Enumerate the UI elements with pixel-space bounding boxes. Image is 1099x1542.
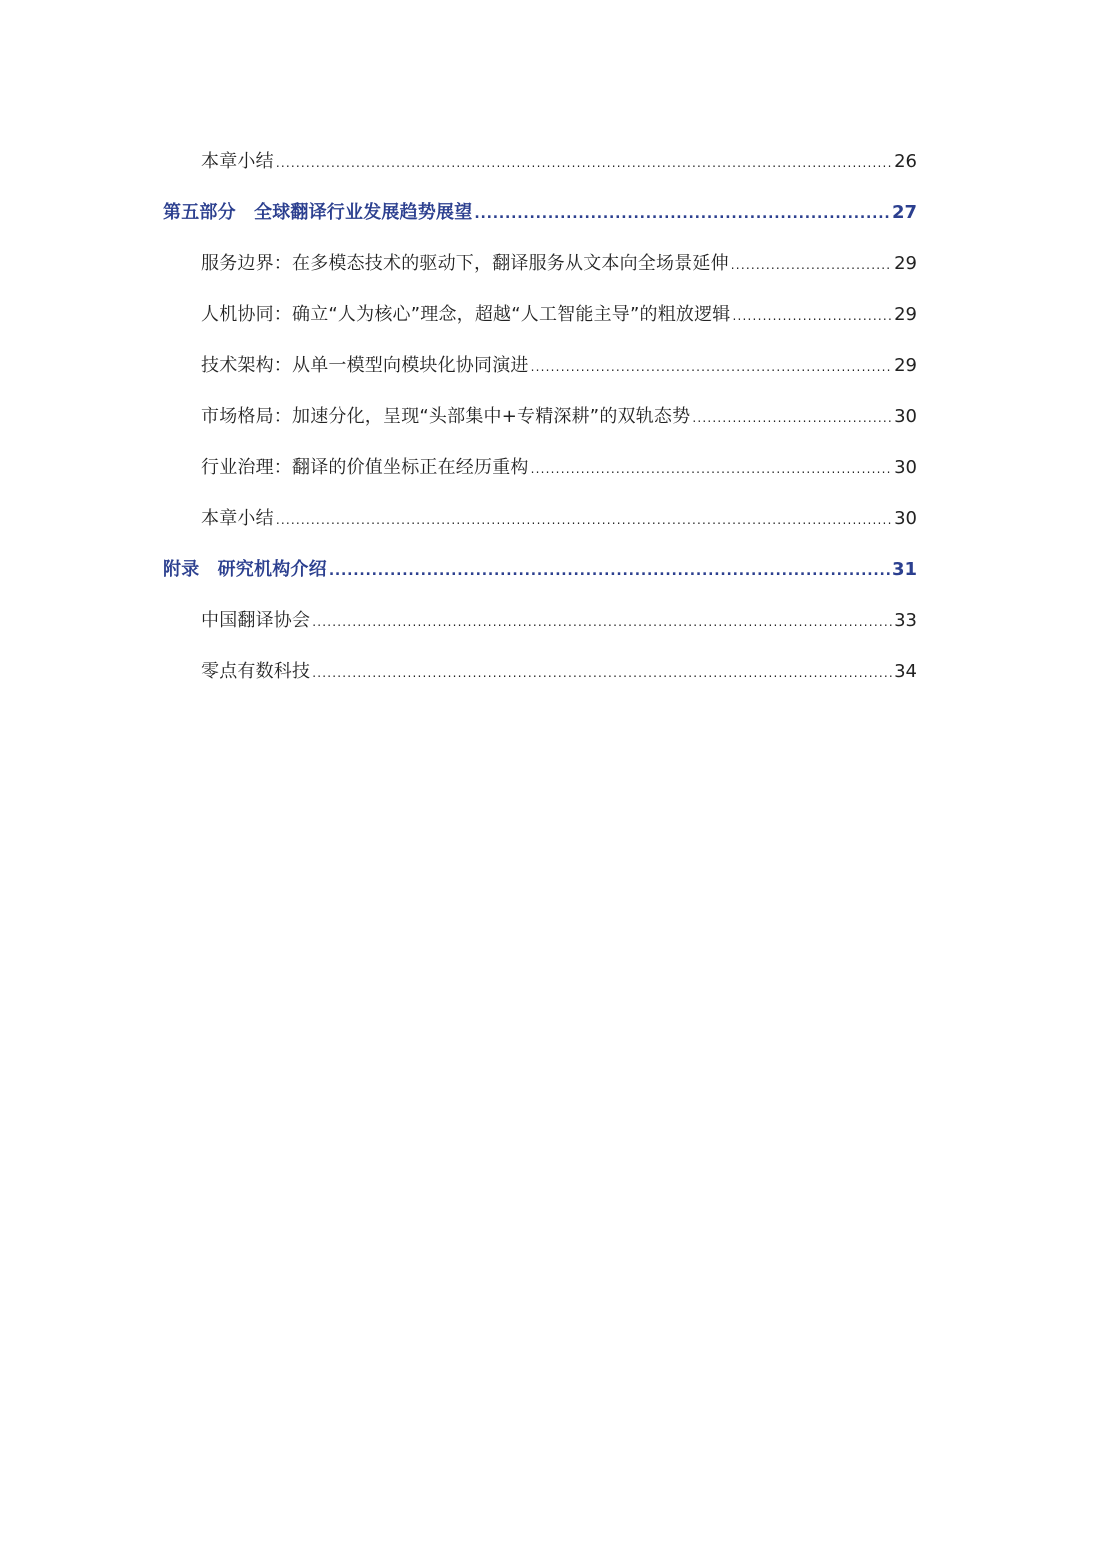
- toc-entry-title: 中国翻译协会: [201, 610, 311, 631]
- toc-entry-human-machine[interactable]: [163, 293, 917, 344]
- toc-page-number: 30: [894, 406, 917, 427]
- toc-entry-title: 技术架构：从单一模型向模块化协同演进: [201, 355, 529, 376]
- toc-dot-leader: [531, 447, 892, 491]
- toc-page-number: 29: [894, 304, 917, 325]
- table-of-contents: [163, 140, 917, 701]
- toc-entry-title: 本章小结: [201, 508, 274, 529]
- toc-dot-leader: [733, 294, 893, 338]
- toc-entry-title: 服务边界：在多模态技术的驱动下，翻译服务从文本向全场景延伸: [201, 253, 729, 274]
- toc-entry-title: 行业治理：翻译的价值坐标正在经历重构: [201, 457, 529, 478]
- toc-entry-chapter-summary-5[interactable]: [163, 497, 917, 548]
- toc-dot-leader: [692, 396, 892, 440]
- toc-dot-leader: [312, 600, 892, 644]
- toc-page-number: 31: [891, 559, 917, 580]
- toc-entry-title: 人机协同：确立“人为核心”理念，超越“人工智能主导”的粗放逻辑: [201, 304, 731, 325]
- toc-page-number: 27: [891, 202, 917, 223]
- toc-dot-leader: [276, 141, 892, 185]
- toc-page-number: 30: [894, 508, 917, 529]
- toc-entry-market-structure[interactable]: [163, 395, 917, 446]
- toc-entry-part-five[interactable]: [163, 191, 917, 242]
- toc-entry-title: 本章小结: [201, 151, 274, 172]
- toc-dot-leader: [731, 243, 892, 287]
- toc-section-title: 第五部分 全球翻译行业发展趋势展望: [163, 202, 473, 223]
- toc-entry-title: 市场格局：加速分化，呈现“头部集中+专精深耕”的双轨态势: [201, 406, 691, 427]
- toc-dot-leader: [312, 651, 892, 695]
- toc-entry-industry-governance[interactable]: [163, 446, 917, 497]
- toc-page-number: 26: [894, 151, 917, 172]
- toc-entry-appendix[interactable]: [163, 548, 917, 599]
- toc-section-title: 附录 研究机构介绍: [163, 559, 327, 580]
- toc-entry-service-boundary[interactable]: [163, 242, 917, 293]
- toc-page-number: 34: [894, 661, 917, 682]
- toc-entry-tech-architecture[interactable]: [163, 344, 917, 395]
- toc-dot-leader: [329, 549, 890, 593]
- toc-dot-leader: [531, 345, 892, 389]
- toc-page-number: 29: [894, 253, 917, 274]
- toc-entry-tac[interactable]: [163, 599, 917, 650]
- toc-page-number: 29: [894, 355, 917, 376]
- toc-entry-lingdian[interactable]: [163, 650, 917, 701]
- toc-page-number: 33: [894, 610, 917, 631]
- toc-dot-leader: [276, 498, 892, 542]
- toc-page-number: 30: [894, 457, 917, 478]
- toc-dot-leader: [474, 192, 890, 236]
- toc-entry-chapter-summary-4[interactable]: [163, 140, 917, 191]
- toc-entry-title: 零点有数科技: [201, 661, 311, 682]
